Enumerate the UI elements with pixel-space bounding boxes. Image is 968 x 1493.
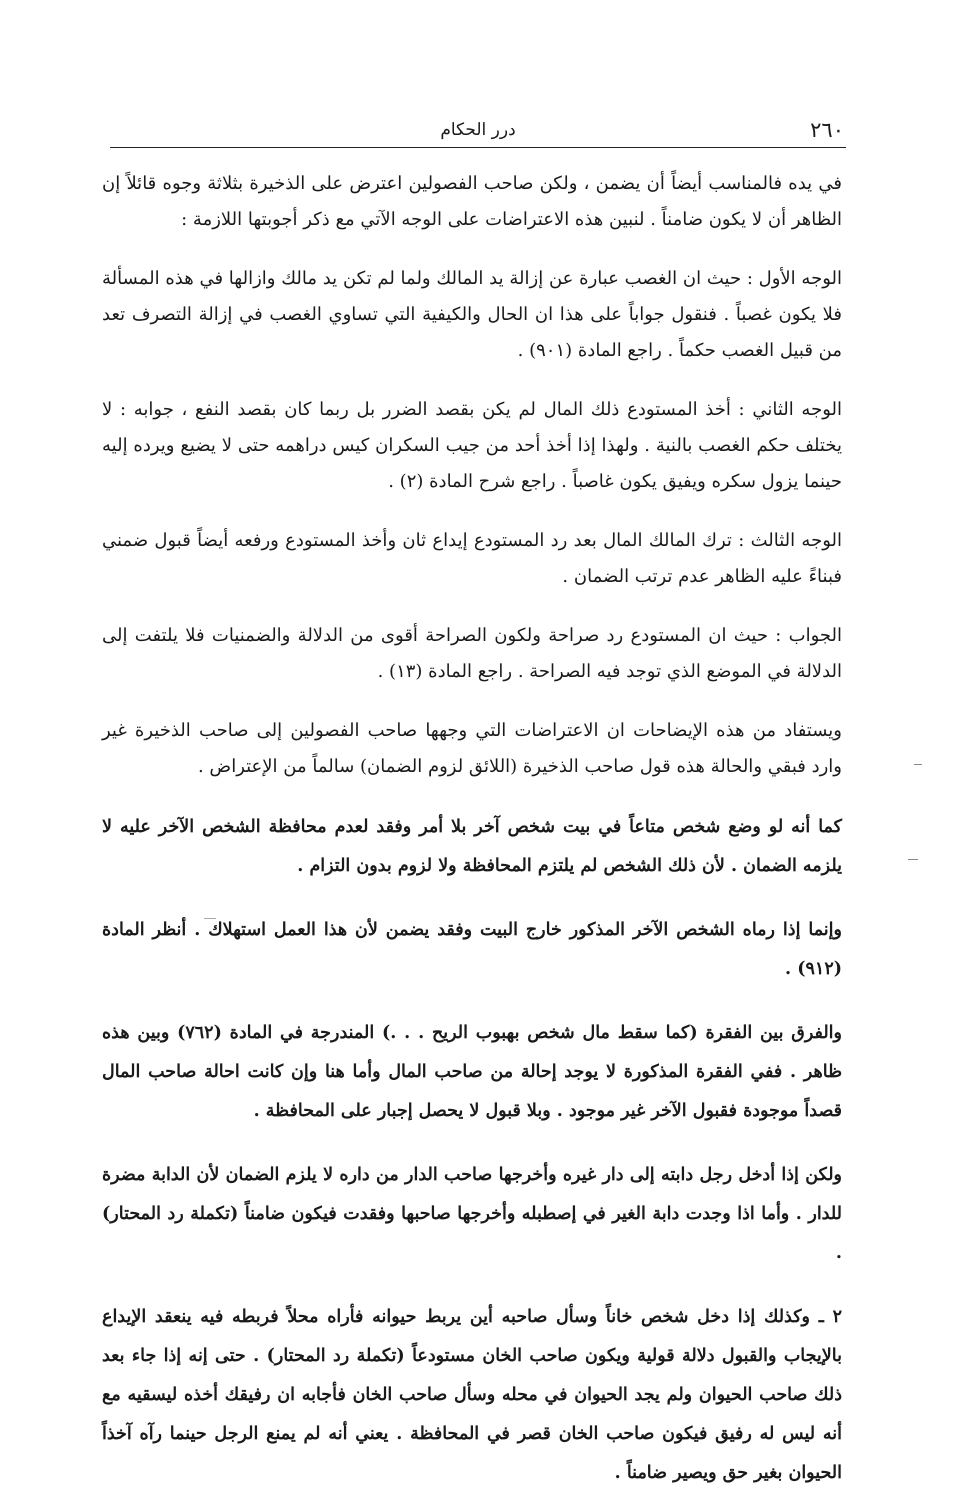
page-number: ٢٦٠ (810, 118, 844, 142)
paragraph-answer: الجواب : حيث ان المستودع رد صراحة ولكون الصراحة أقوى من الدلالة والضمنيات فلا يلتفت إلى الدلالة في الموضع الذي توجد فيه الصراحة . راجع المادة (١٣) . (102, 625, 842, 682)
paragraph-conclusion: ويستفاد من هذه الإيضاحات ان الاعتراضات التي وجهها صاحب الفصولين إلى صاحب الذخيرة غير وارد فبقي والحالة هذه قول صاحب الذخيرة (اللائق لزوم الضمان) سالماً من الإعتراض . (102, 720, 842, 777)
paragraph-difference: والفرق بين الفقرة (كما سقط مال شخص بهبوب الريح . . .) المندرجة في المادة (٧٦٢) وبين هذه ظاهر . ففي الفقرة المذكورة لا يوجد إحالة من صاحب المال وأما هنا وإن كانت احالة صاحب المال قصداً موجودة فقبول الآخر غير موجود . وبلا قبول لا يحصل إجبار على المحافظة . (102, 1023, 842, 1121)
scan-speck (914, 764, 922, 765)
book-title: درر الحكام (440, 120, 516, 140)
body-text (102, 166, 842, 1493)
paragraph-animal-in-house: ولكن إذا أدخل رجل دابته إلى دار غيره وأخرجها صاحب الدار من داره لا يلزم الضمان لأن الدابة مضرة للدار . وأما اذا وجدت دابة الغير في إصطبله وأخرجها صاحبها وفقدت فيكون ضامناً (تكملة رد المحتار) . (102, 1165, 842, 1263)
paragraph-second-objection: الوجه الثاني : أخذ المستودع ذلك المال لم يكن بقصد الضرر بل ربما كان بقصد النفع ، جوابه : لا يختلف حكم الغصب بالنية . ولهذا إذا أخذ أحد من جيب السكران كيس دراهمه حتى لا يضيع ويرده إليه حينما يزول سكره ويفيق يكون غاصباً . راجع شرح المادة (٢) . (102, 399, 842, 492)
paragraph-first-objection: الوجه الأول : حيث ان الغصب عبارة عن إزالة يد المالك ولما لم تكن يد مالك وازالها في هذه المسألة فلا يكون غصباً . فنقول جواباً على هذا ان الحال والكيفية التي تساوي الغصب في إزالة التصرف تعد من قبيل الغصب حكماً . راجع المادة (٩٠١) . (102, 268, 842, 361)
running-header (110, 117, 846, 148)
paragraph-inn-example: ٢ ـ وكذلك إذا دخل شخص خاناً وسأل صاحبه أين يربط حيوانه فأراه محلاً فربطه فيه ينعقد الإيداع بالإيجاب والقبول دلالة قولية ويكون صاحب الخان مستودعاً (تكملة رد المحتار) . حتى إنه إذا جاء بعد ذلك صاحب الحيوان ولم يجد الحيوان في محله وسأل صاحب الخان فأجابه ان رفيقك أخذه ليسقيه مع أنه ليس له رفيق فيكون صاحب الخان قصر في المحافظة . يعني أنه لم يمنع الرجل حينما رآه آخذاً الحيوان بغير حق ويصير ضامناً . (102, 1307, 842, 1483)
scan-speck (204, 918, 216, 919)
paragraph-goods-in-house: كما أنه لو وضع شخص متاعاً في بيت شخص آخر بلا أمر وفقد لعدم محافظة الشخص الآخر عليه لا يلزمه الضمان . لأن ذلك الشخص لم يلتزم المحافظة ولا لزوم بدون التزام . (102, 817, 842, 876)
scan-speck (908, 859, 918, 860)
paragraph-third-objection: الوجه الثالث : ترك المالك المال بعد رد المستودع إيداع ثان وأخذ المستودع ورفعه أيضاً قبول ضمني فبناءً عليه الظاهر عدم ترتب الضمان . (102, 530, 842, 587)
paragraph-intro: في يده فالمناسب أيضاً أن يضمن ، ولكن صاحب الفصولين اعترض على الذخيرة بثلاثة وجوه قائلاً إن الظاهر أن لا يكون ضامناً . لنبين هذه الاعتراضات على الوجه الآتي مع ذكر أجوبتها اللازمة : (102, 173, 842, 230)
paragraph-throwing-out: وإنما إذا رماه الشخص الآخر المذكور خارج البيت وفقد يضمن لأن هذا العمل استهلاك . أنظر المادة (٩١٢) . (102, 920, 842, 979)
